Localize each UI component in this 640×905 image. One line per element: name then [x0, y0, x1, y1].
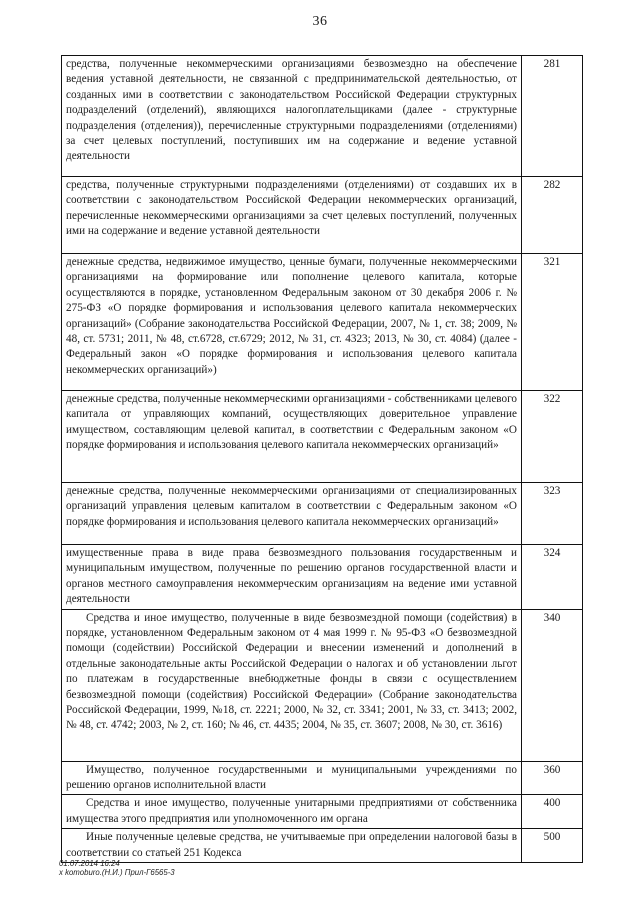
- row-code: 281: [522, 56, 583, 177]
- table-row: [62, 391, 583, 483]
- row-description: Иные полученные целевые средства, не учитываемые при определении налоговой базы в соответствии со статьей 251 Кодекса: [62, 829, 522, 863]
- row-code: 323: [522, 483, 583, 545]
- table-row: [62, 609, 583, 761]
- row-code: 400: [522, 795, 583, 829]
- row-code: 340: [522, 609, 583, 761]
- table-row: [62, 545, 583, 610]
- table-row: [62, 829, 583, 863]
- row-description: имущественные права в виде права безвозмездного пользования государственным и муниципальным имуществом, полученные по решению органов государственной власти и органов местного самоуправления некоммерческим организациям на ведение ими уставной деятельности: [62, 545, 522, 610]
- income-codes-table: [61, 55, 583, 863]
- row-code: 500: [522, 829, 583, 863]
- row-description: Средства и иное имущество, полученные в виде безвозмездной помощи (содействия) в порядке, установленном Федеральным законом от 4 мая 1999 г. № 95-ФЗ «О безвозмездной помощи (содействии) Российской Федерации и внесении изменений и дополнений в отдельные законодательные акты Российской Федерации о налогах и об установлении льгот по платежам в государственные внебюджетные фонды в связи с осуществлением безвозмездной помощи (содействия) Российской Федерации» (Собрание законодательства Российской Федерации, 1999, №18, ст. 2221; 2000, № 32, ст. 3341; 2001, № 33, ст. 3413; 2002, № 48, ст. 4742; 2003, № 2, ст. 160; № 46, ст. 4435; 2004, № 35, ст. 3607; 2008, № 30, ст. 3616): [62, 609, 522, 761]
- document-footer: [59, 859, 175, 877]
- row-description: денежные средства, недвижимое имущество, ценные бумаги, полученные некоммерческими организациями на формирование или пополнение целевого капитала, которые осуществляются в порядке, установленном Федеральным законом от 30 декабря 2006 г. № 275-ФЗ «О порядке формирования и использования целевого капитала некоммерческих организаций» (Собрание законодательства Российской Федерации, 2007, № 1, ст. 38; 2009, № 48, ст. 5731; 2011, № 48, ст.6728, ст.6729; 2012, № 31, ст. 4323; 2013, № 30, ст. 4084) (далее - Федеральный закон «О порядке формирования и использования целевого капитала некоммерческих организаций»): [62, 254, 522, 391]
- footer-timestamp: 01.07.2014 16:24: [59, 859, 120, 868]
- row-description: средства, полученные некоммерческими организациями безвозмездно на обеспечение ведения уставной деятельности, не связанной с предпринимательской деятельностью, от созданных ими в соответствии с законодательством Российской Федерации структурных подразделений (отделений), являющихся налогоплательщиками (далее - структурные подразделения (отделения)), перечисленные структурными подразделениями (отделениями) за счет целевых поступлений, поступивших им на содержание и ведение уставной деятельности: [62, 56, 522, 177]
- table-row: [62, 483, 583, 545]
- row-description: средства, полученные структурными подразделениями (отделениями) от создавших их в соответствии с законодательством Российской Федерации некоммерческих организаций, перечисленные некоммерческими организациями за счет целевых поступлений, полученных ими на содержание и ведение уставной деятельности: [62, 177, 522, 254]
- row-code: 360: [522, 761, 583, 795]
- row-code: 321: [522, 254, 583, 391]
- table-row: [62, 56, 583, 177]
- table-row: [62, 177, 583, 254]
- footer-file-reference: x komoburo.(Н.И.) Прил-Г6565-3: [59, 868, 175, 877]
- row-description: Имущество, полученное государственными и муниципальными учреждениями по решению органов исполнительной власти: [62, 761, 522, 795]
- table-row: [62, 254, 583, 391]
- table-row: [62, 795, 583, 829]
- table-row: [62, 761, 583, 795]
- row-description: денежные средства, полученные некоммерческими организациями - собственниками целевого капитала от управляющих компаний, осуществляющих доверительное управление имуществом, составляющим целевой капитал, в соответствии с Федеральным законом «О порядке формирования и использования целевого капитала некоммерческих организаций»: [62, 391, 522, 483]
- row-description: Средства и иное имущество, полученные унитарными предприятиями от собственника имущества этого предприятия или уполномоченного им органа: [62, 795, 522, 829]
- row-code: 282: [522, 177, 583, 254]
- row-code: 322: [522, 391, 583, 483]
- row-code: 324: [522, 545, 583, 610]
- page-number: 36: [312, 14, 328, 29]
- row-description: денежные средства, полученные некоммерческими организациями от специализированных организаций управления целевым капиталом в соответствии с Федеральным законом «О порядке формирования и использования целевого капитала некоммерческих организаций»: [62, 483, 522, 545]
